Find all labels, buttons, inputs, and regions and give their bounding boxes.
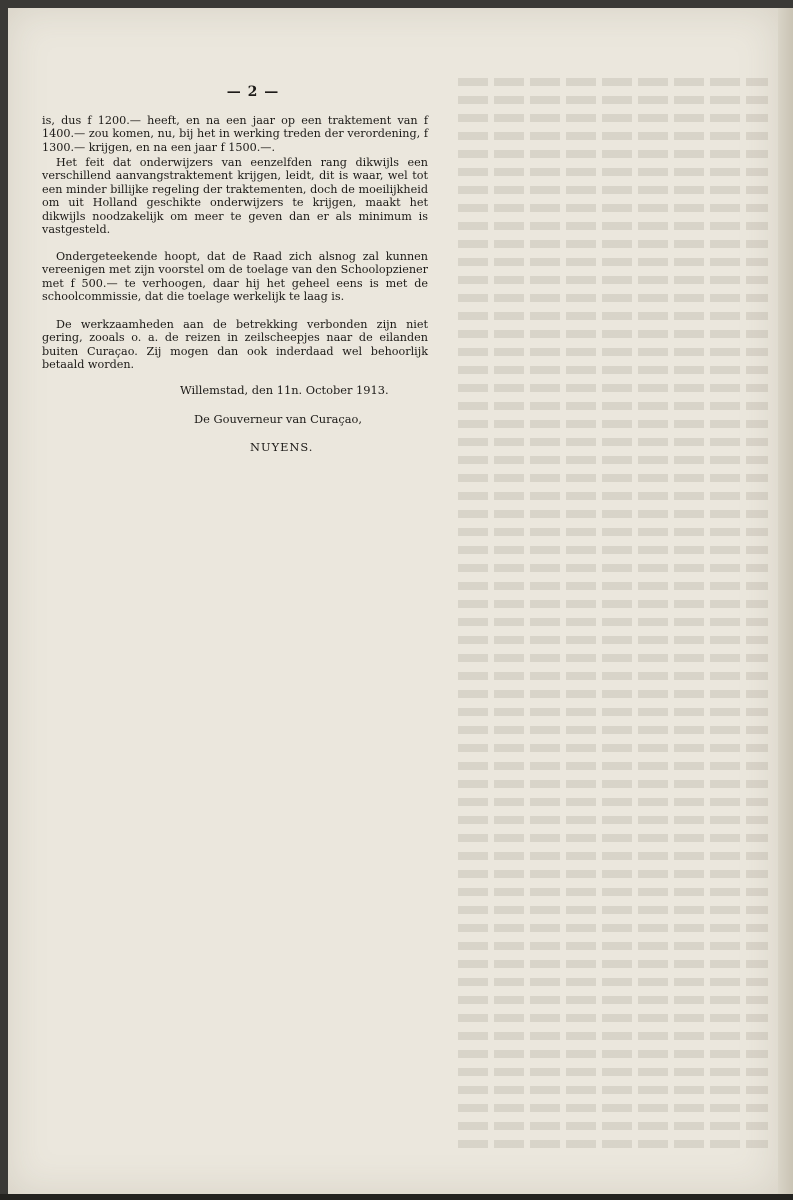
bleed-through-text [448, 68, 778, 1168]
governor-title: De Gouverneur van Curaçao, [194, 412, 363, 426]
paragraph-duties: De werkzaamheden aan de betrekking verbonden zijn niet gering, zooals o. a. de reizen in zeilscheepjes naar de eilanden buiten Curaçao. Zij mogen dan ook inderdaad wel behoorlijk betaald worden. [42, 318, 428, 372]
paragraph-continuation: is, dus f 1200.— heeft, en na een jaar op een traktement van f 1400.— zou komen, nu, bij het in werking treden der verordening, f 1300.— krijgen, en na een jaar f 1500.—. [42, 114, 428, 154]
page-edge [778, 8, 793, 1194]
paragraph-salary-differences: Het feit dat onderwijzers van eenzelfden rang dikwijls een verschillend aanvangstraktement krijgen, leidt, dit is waar, wel tot een minder billijke regeling der traktementen, doch de moeilijkheid om uit Holland geschikte onderwijzers te krijgen, maakt het dikwijls noodzakelijk om meer te geven dan er als minimum is vastgesteld. [42, 156, 428, 237]
paragraph-school-inspector: Ondergeteekende hoopt, dat de Raad zich alsnog zal kunnen vereenigen met zijn voorstel om de toelage van den Schoolopziener met f 500.— te verhoogen, daar hij het geheel eens is met de schoolcommissie, dat die toelage werkelijk te laag is. [42, 250, 428, 304]
place-and-date: Willemstad, den 11n. October 1913. [180, 383, 389, 397]
document-page [8, 8, 778, 1194]
scan-bottom-edge [0, 1194, 793, 1200]
page-number: — 2 — [226, 84, 280, 100]
signature: NUYENS. [250, 440, 314, 454]
